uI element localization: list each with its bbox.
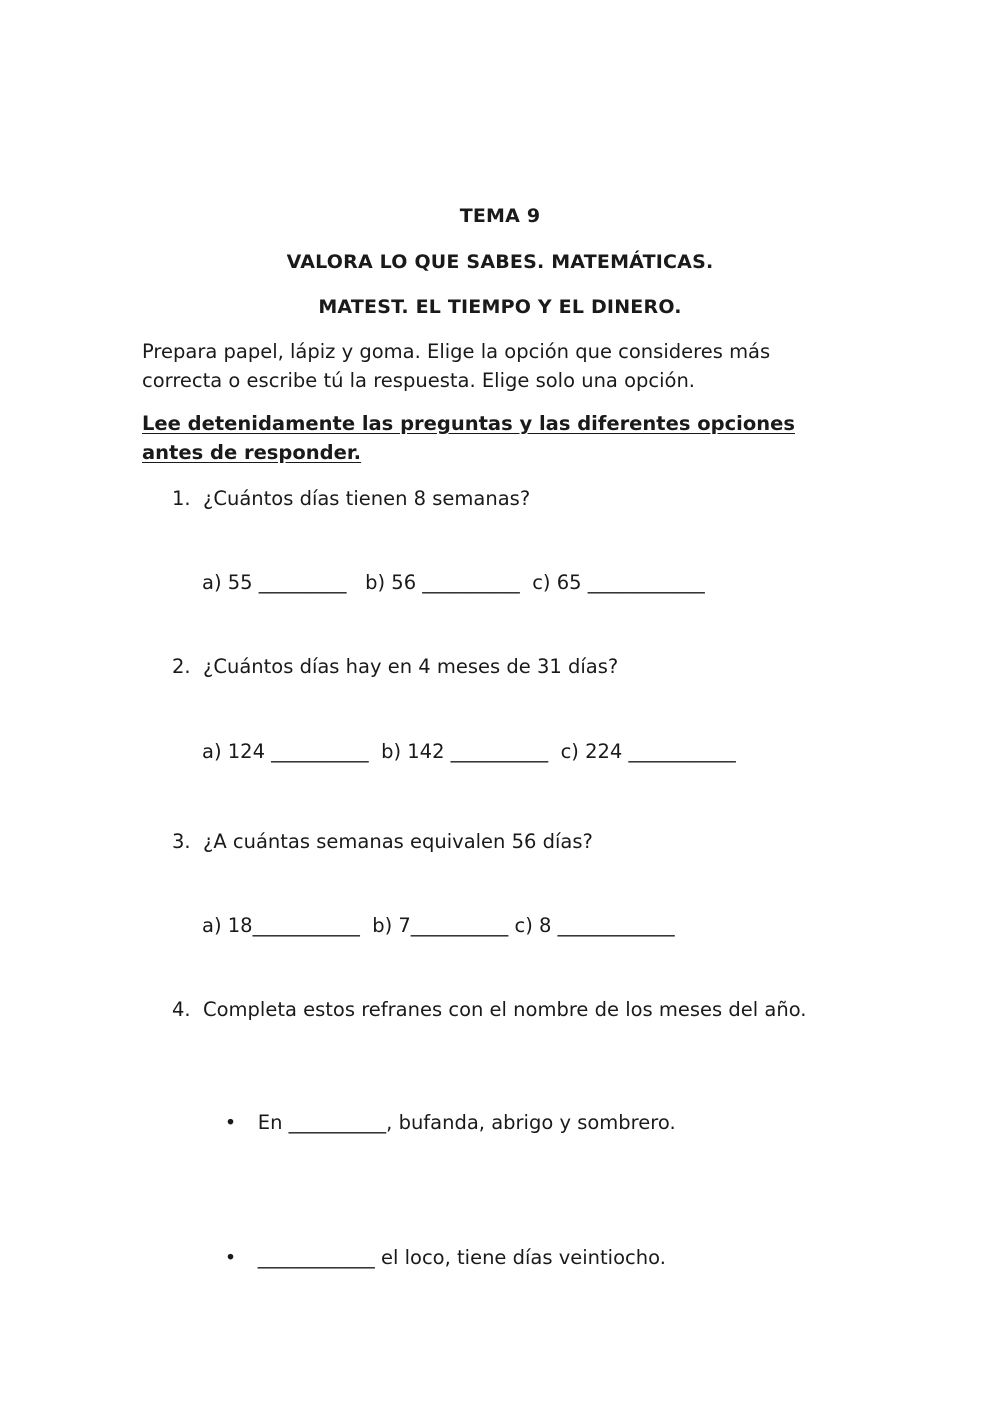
question-text: ¿A cuántas semanas equivalen 56 días? — [203, 830, 593, 853]
question-number: 4. — [172, 998, 191, 1021]
proverb-text: ____________ el loco, tiene días veintiocho. — [257, 1246, 666, 1269]
question-number: 2. — [172, 655, 191, 678]
proverb-item[interactable] — [200, 1088, 676, 1157]
question-4 — [172, 998, 807, 1021]
notice — [142, 410, 842, 467]
question-text: ¿Cuántos días tienen 8 semanas? — [203, 487, 531, 510]
question-3 — [172, 830, 593, 853]
bullet-icon: • — [224, 1111, 237, 1134]
question-text: Completa estos refranes con el nombre de los meses del año. — [203, 998, 807, 1021]
page-subtitle: VALORA LO QUE SABES. MATEMÁTICAS. — [286, 251, 714, 273]
question-3-options[interactable]: a) 18___________ b) 7__________ c) 8 ____________ — [202, 914, 675, 937]
question-2 — [172, 655, 618, 678]
question-1-options[interactable]: a) 55 _________ b) 56 __________ c) 65 ____________ — [202, 571, 705, 594]
question-number: 3. — [172, 830, 191, 853]
question-2-options[interactable]: a) 124 __________ b) 142 __________ c) 224 ___________ — [202, 740, 736, 763]
proverb-item[interactable] — [200, 1223, 666, 1292]
page-topic: MATEST. EL TIEMPO Y EL DINERO. — [318, 296, 682, 318]
instructions-line-2: correcta o escribe tú la respuesta. Elige solo una opción. — [142, 368, 696, 392]
question-number: 1. — [172, 487, 191, 510]
instructions-line-1: Prepara papel, lápiz y goma. Elige la opción que consideres más — [142, 340, 771, 363]
bullet-icon: • — [224, 1246, 237, 1269]
proverb-text: En __________, bufanda, abrigo y sombrero. — [257, 1111, 676, 1134]
notice-line-1: Lee detenidamente las preguntas y las diferentes opciones — [142, 412, 795, 435]
question-text: ¿Cuántos días hay en 4 meses de 31 días? — [203, 655, 619, 678]
notice-line-2: antes de responder. — [142, 440, 362, 464]
question-1 — [172, 487, 530, 510]
page-title: TEMA 9 — [459, 205, 541, 227]
instructions — [142, 338, 862, 395]
